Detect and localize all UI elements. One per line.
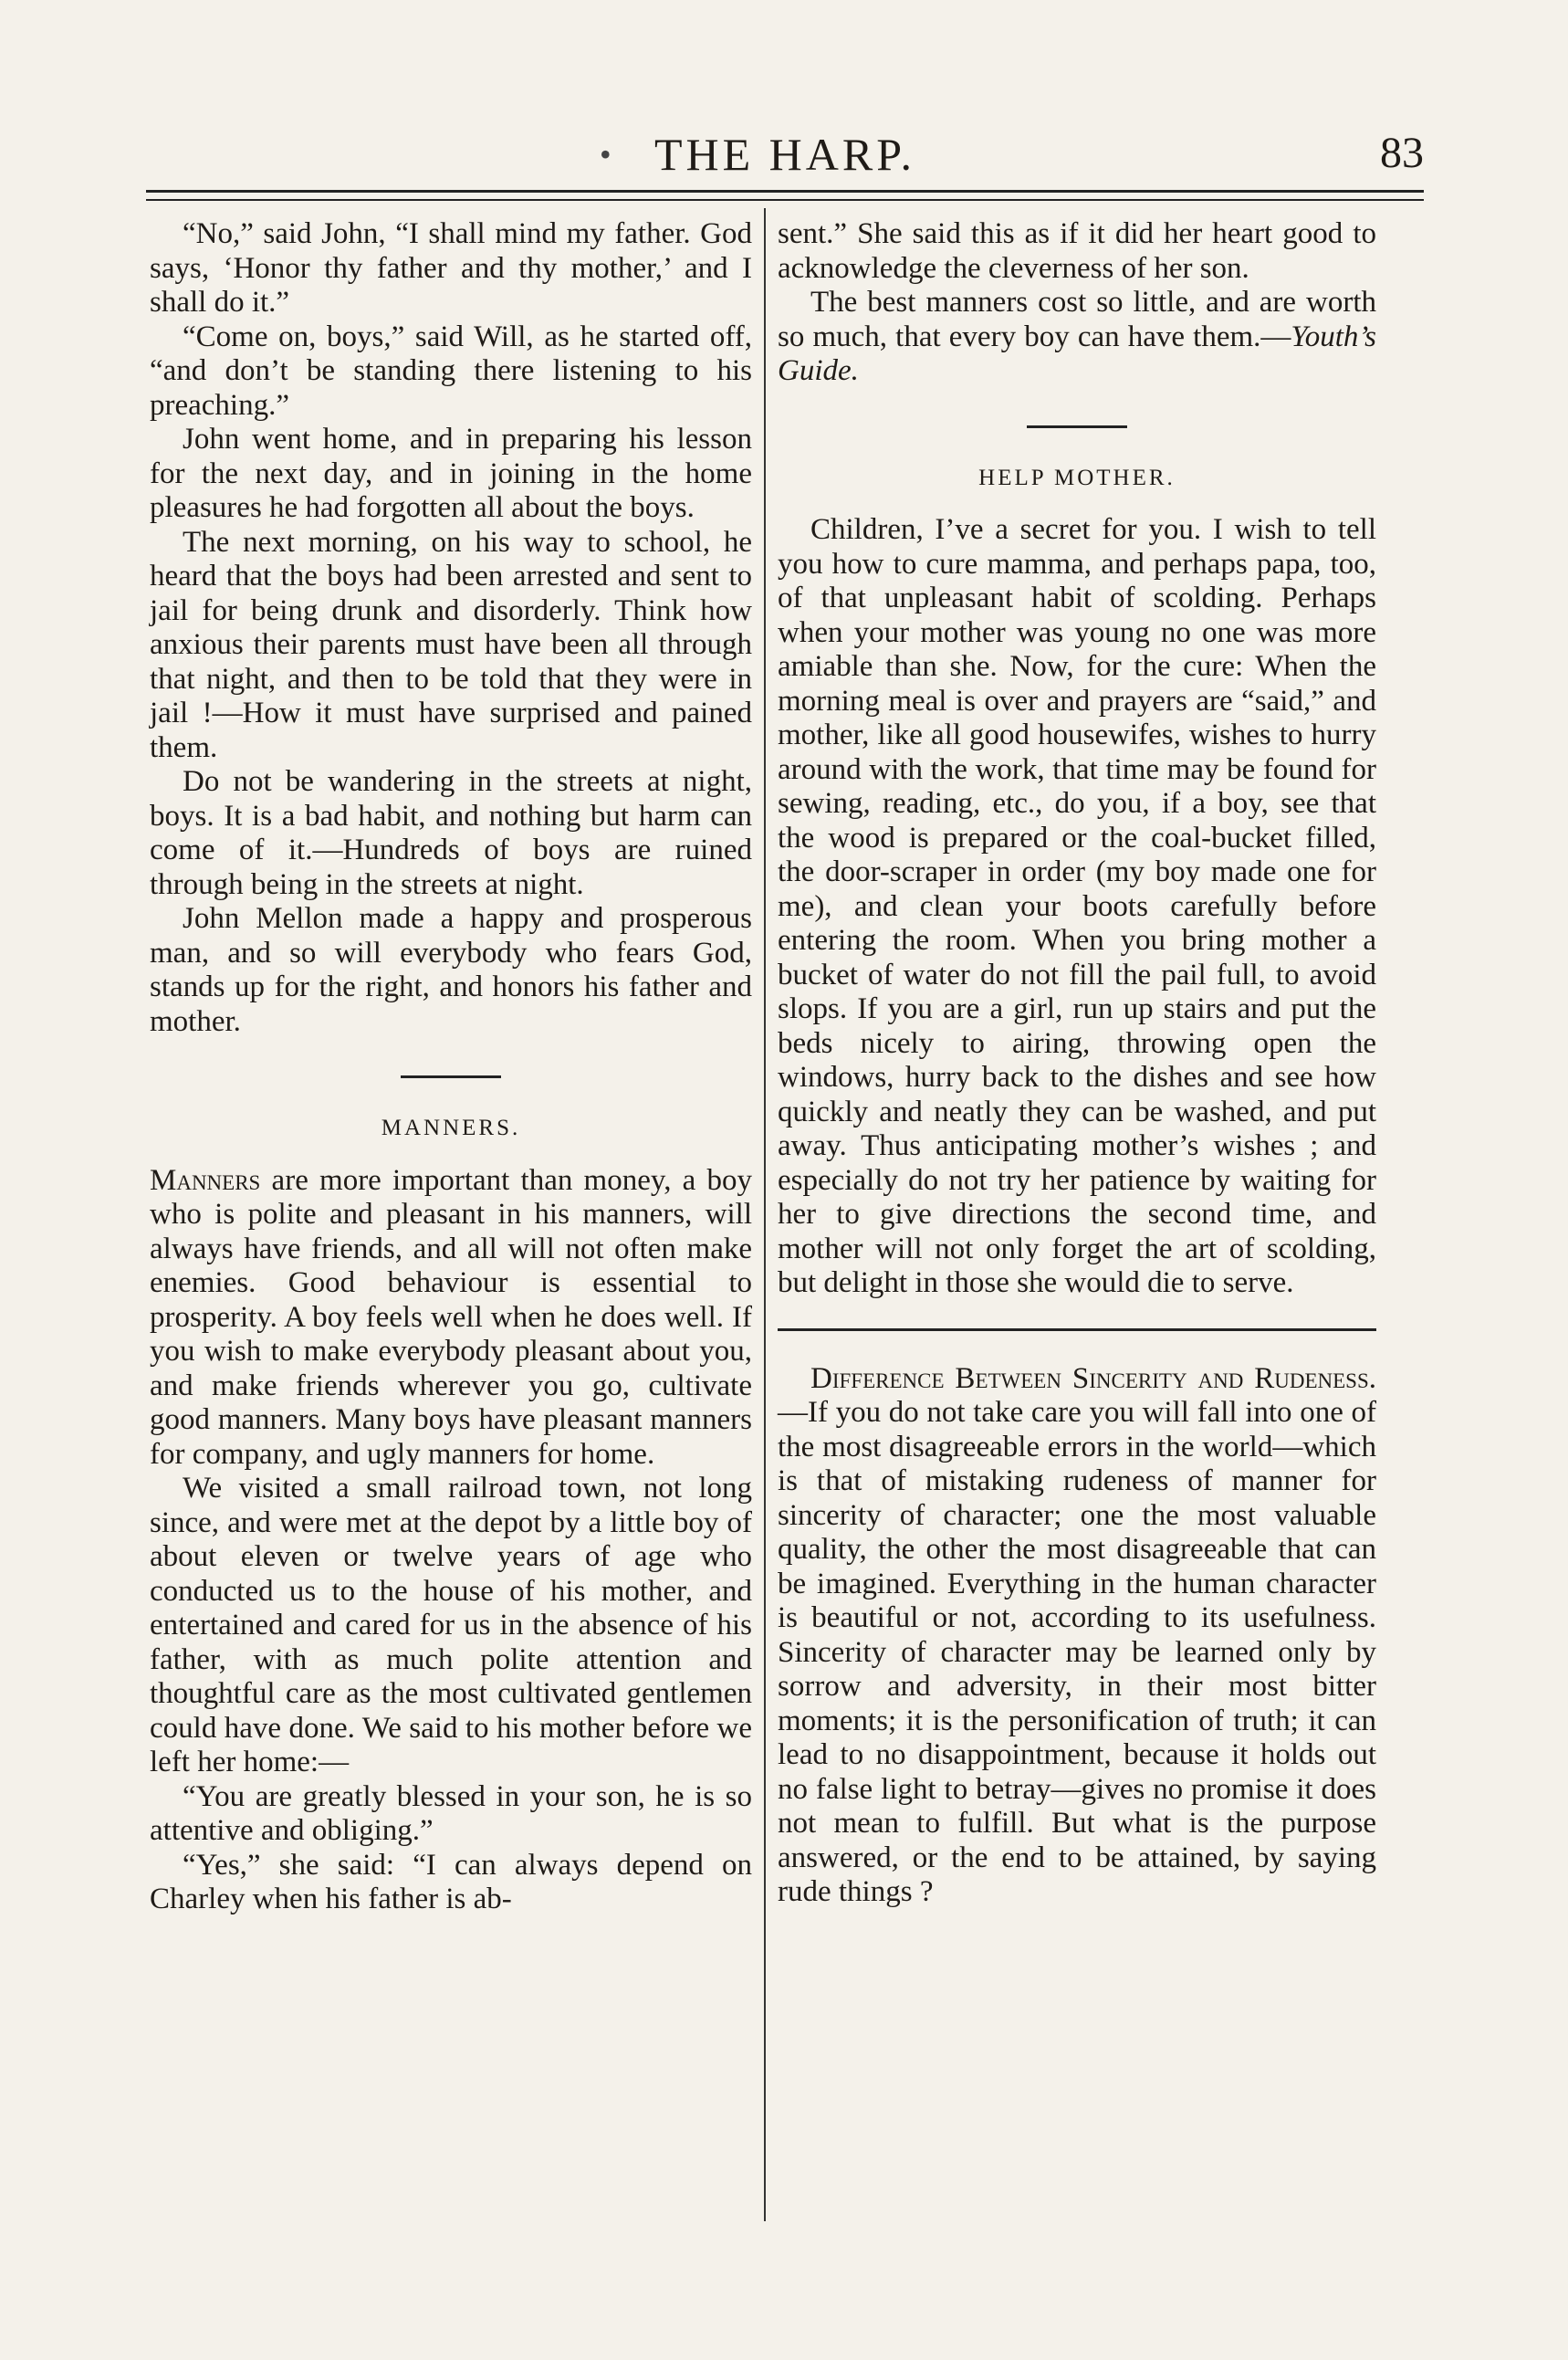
lead-in-caps: Manners bbox=[150, 1163, 261, 1197]
section-heading-manners: MANNERS. bbox=[381, 1116, 521, 1140]
paragraph: The next morning, on his way to school, he heard that the boys had been arrested and sent to jail for being drunk and disorderly. Think how anxious their parents must have been all through that night, and then to be told that they were in jail !—How it must have surprised and pained them. bbox=[150, 525, 752, 764]
paragraph-body: are more important than money, a boy who is polite and pleasant in his manners, will always have friends, and all will not often make enemies. Good behaviour is essential to prosperity. A boy feels well when he does well. If you wish to make everybody pleasant about you, and make friends wherever you go, cultivate good manners. Many boys have pleasant manners for company, and ugly manners for home. bbox=[150, 1163, 752, 1471]
left-column bbox=[150, 217, 752, 1917]
paragraph-body: —If you do not take care you will fall into one of the most disagreeable errors in the world—which is that of mistaking rudeness of manner for sincerity of character; one the most valuable quality, the other the most disagreeable that can be imagined. Everything in the human character is beautiful or not, according to its usefulness. Sincerity of character may be learned only by sorrow and adversity, in their most bitter moments; it is the personification of truth; it can lead to no disappointment, because it holds out no false light to betray—gives no promise it does not mean to fulfill. But what is the purpose answered, or the end to be attained, by saying rude things ? bbox=[778, 1396, 1376, 1908]
paragraph: John went home, and in preparing his lesson for the next day, and in joining in the home pleasures he had forgotten all about the boys. bbox=[150, 423, 752, 524]
paragraph: Children, I’ve a secret for you. I wish to tell you how to cure mamma, and perhaps papa, too, of that unpleasant habit of scolding. Perhaps when your mother was young no one was more amiable than she. Now, for the cure: When the morning meal is over and prayers are “said,” and mother, like all good housewifes, wishes to hurry around with the work, that time may be found for sewing, reading, etc., do you, if a boy, see that the wood is prepared or the coal-bucket filled, the door-scraper in order (my boy made one for me), and clean your boots carefully before entering the room. When you bring mother a bucket of water do not fill the pail full, to avoid slops. If you are a girl, run up stairs and put the beds nicely to airing, throwing open the windows, hurry back to the dishes and see how quickly and neatly they can be washed, and put away. Thus anticipating mother’s wishes ; and especially do not try her patience by waiting for her to give directions the second time, and mother will not only forget the art of scolding, but delight in those she would die to serve. bbox=[778, 513, 1376, 1299]
paragraph: “Come on, boys,” said Will, as he started off, “and don’t be standing there listening to his preaching.” bbox=[150, 320, 752, 422]
page-number: 83 bbox=[1380, 129, 1424, 177]
paragraph: “You are greatly blessed in your son, he is so attentive and obliging.” bbox=[150, 1779, 752, 1847]
header-rule-top bbox=[146, 190, 1424, 193]
header-rule-bottom bbox=[146, 199, 1424, 201]
paragraph: John Mellon made a happy and prosperous man, and so will everybody who fears God, stands up for the right, and honors his father and mother. bbox=[150, 902, 752, 1038]
paragraph-body: The best manners cost so little, and are worth so much, that every boy can have them.— bbox=[778, 286, 1376, 353]
paragraph bbox=[778, 1362, 1376, 1910]
lead-in-caps: Difference Between Sincerity and Rudeness. bbox=[810, 1361, 1376, 1395]
paragraph: “Yes,” she said: “I can always depend on Charley when his father is ab- bbox=[150, 1848, 752, 1915]
right-column bbox=[778, 217, 1376, 1910]
page-header bbox=[146, 128, 1424, 192]
section-heading-help-mother: HELP MOTHER. bbox=[978, 465, 1176, 490]
header-ornament: • bbox=[600, 136, 612, 173]
source-credit: Youth’s Guide. bbox=[778, 320, 1376, 387]
column-rule bbox=[778, 1328, 1376, 1331]
paragraph bbox=[778, 286, 1376, 389]
paragraph: “No,” said John, “I shall mind my father. God says, ‘Honor thy father and thy mother,’ and I shall do it.” bbox=[150, 217, 752, 319]
paragraph bbox=[150, 1164, 752, 1473]
paragraph: sent.” She said this as if it did her heart good to acknowledge the cleverness of her son. bbox=[778, 217, 1376, 285]
paragraph: We visited a small railroad town, not long since, and were met at the depot by a little boy of about eleven or twelve years of age who conducted us to the house of his mother, and entertained and cared for us in the absence of his father, with as much polite attention and thoughtful care as the most cultivated gentlemen could have done. We said to his mother before we left her home:— bbox=[150, 1472, 752, 1778]
section-rule bbox=[401, 1075, 501, 1078]
running-title: THE HARP. bbox=[653, 129, 916, 180]
paragraph: Do not be wandering in the streets at night, boys. It is a bad habit, and nothing but harm can come of it.—Hundreds of boys are ruined through being in the streets at night. bbox=[150, 765, 752, 901]
column-divider bbox=[764, 208, 766, 2221]
section-rule bbox=[1027, 425, 1127, 428]
